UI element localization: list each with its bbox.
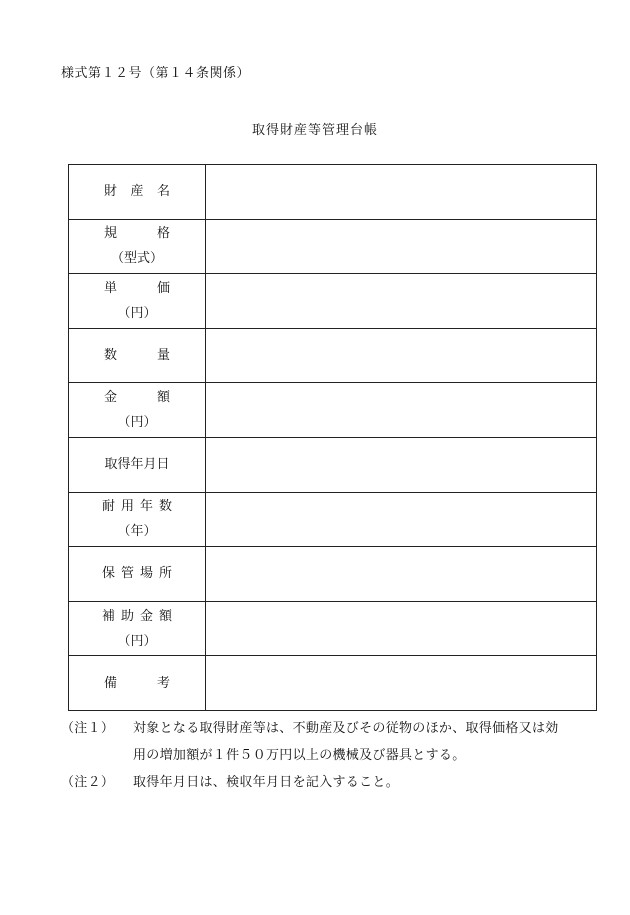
note-1-continuation: 用の増加額が１件５０万円以上の機械及び器具とする。 — [133, 748, 466, 763]
value-unit-price[interactable] — [206, 274, 597, 329]
page-title: 取得財産等管理台帳 — [251, 123, 378, 138]
value-specification[interactable] — [206, 219, 597, 274]
value-quantity[interactable] — [206, 328, 597, 383]
label-quantity: 数 量 — [69, 328, 206, 383]
note-1 — [61, 717, 559, 736]
table-row — [69, 547, 597, 602]
label-unit-price: 単 価 （円） — [69, 274, 206, 329]
value-asset-name[interactable] — [206, 165, 597, 220]
label-acquisition-date: 取得年月日 — [69, 437, 206, 492]
value-acquisition-date[interactable] — [206, 437, 597, 492]
label-amount: 金 額 （円） — [69, 383, 206, 438]
note-1-text: 対象となる取得財産等は、不動産及びその従物のほか、取得価格又は効 — [133, 721, 559, 736]
table-row — [69, 383, 597, 438]
table-row — [69, 219, 597, 274]
note-2 — [61, 771, 399, 790]
table-row — [69, 437, 597, 492]
table-row — [69, 165, 597, 220]
table-row — [69, 274, 597, 329]
note-2-tag: （注２） — [61, 775, 115, 790]
value-amount[interactable] — [206, 383, 597, 438]
note-2-text: 取得年月日は、検収年月日を記入すること。 — [133, 775, 400, 790]
table-row — [69, 656, 597, 711]
label-subsidy-amount: 補 助 金 額 （円） — [69, 601, 206, 656]
value-useful-life[interactable] — [206, 492, 597, 547]
value-storage-location[interactable] — [206, 547, 597, 602]
table-row — [69, 492, 597, 547]
asset-ledger-table — [68, 164, 597, 711]
label-storage-location: 保 管 場 所 — [69, 547, 206, 602]
table-row — [69, 601, 597, 656]
table-row — [69, 328, 597, 383]
label-specification: 規 格 （型式） — [69, 219, 206, 274]
note-1-tag: （注１） — [61, 721, 115, 736]
value-remarks[interactable] — [206, 656, 597, 711]
form-number: 様式第１２号（第１４条関係） — [61, 66, 251, 81]
label-useful-life: 耐 用 年 数 （年） — [69, 492, 206, 547]
label-asset-name: 財 産 名 — [69, 165, 206, 220]
value-subsidy-amount[interactable] — [206, 601, 597, 656]
label-remarks: 備 考 — [69, 656, 206, 711]
